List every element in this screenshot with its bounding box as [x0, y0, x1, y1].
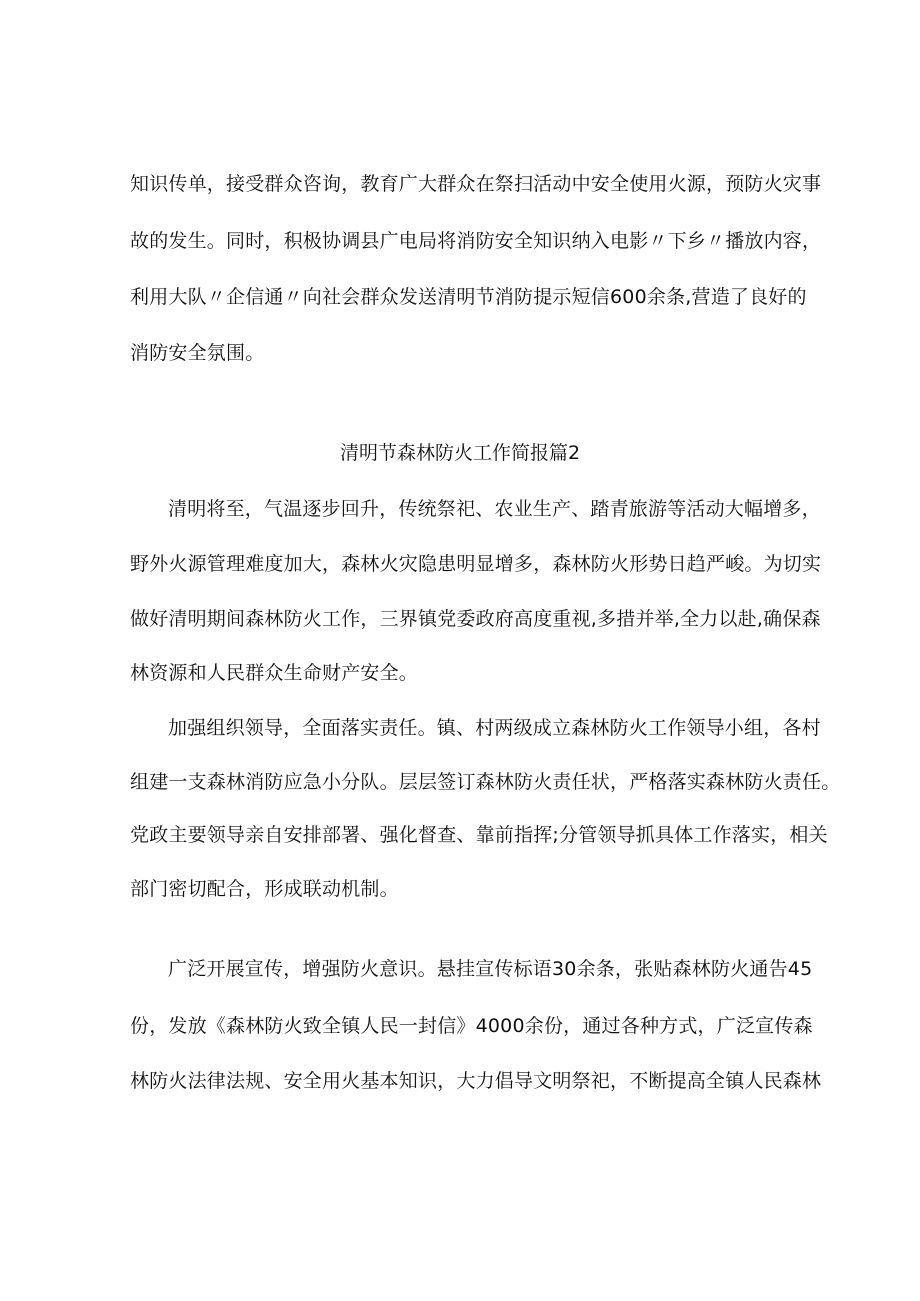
paragraph1-line-4: 林资源和人民群众生命财产安全。: [130, 662, 419, 684]
intro-line-2: 故的发生。同时，积极协调县广电局将消防安全知识纳入电影〃下乡〃播放内容，: [130, 230, 822, 252]
paragraph3-line-3: 林防火法律法规、安全用火基本知识，大力倡导文明祭祀，不断提高全镇人民森林: [130, 1070, 822, 1092]
paragraph2-line-1: 加强组织领导，全面落实责任。镇、村两级成立森林防火工作领导小组，各村: [168, 717, 821, 739]
section-title: 清明节森林防火工作简报篇2: [339, 442, 581, 464]
paragraph2-line-4: 部门密切配合，形成联动机制。: [130, 878, 399, 900]
paragraph3-line-1: 广泛开展宣传，增强防火意识。悬挂宣传标语30余条，张贴森林防火通告45: [168, 958, 813, 980]
paragraph3-line-2: 份，发放《森林防火致全镇人民一封信》4000余份，通过各种方式，广泛宣传森: [130, 1015, 813, 1037]
paragraph2-line-3: 党政主要领导亲自安排部署、强化督查、靠前指挥;分管领导抓具体工作落实，相关: [130, 824, 828, 846]
paragraph1-line-1: 清明将至，气温逐步回升，传统祭祀、农业生产、踏青旅游等活动大幅增多，: [168, 498, 821, 520]
intro-line-4: 消防安全氛围。: [130, 342, 265, 364]
intro-line-3: 利用大队〃企信通〃向社会群众发送清明节消防提示短信600余条,营造了良好的: [130, 286, 807, 308]
paragraph1-line-2: 野外火源管理难度加大，森林火灾隐患明显增多，森林防火形势日趋严峻。为切实: [130, 553, 822, 575]
paragraph2-line-2: 组建一支森林消防应急小分队。层层签订森林防火责任状，严格落实森林防火责任。: [130, 771, 841, 793]
paragraph1-line-3: 做好清明期间森林防火工作，三界镇党委政府高度重视,多措并举,全力以赴,确保森: [130, 608, 821, 630]
intro-line-1: 知识传单，接受群众咨询，教育广大群众在祭扫活动中安全使用火源，预防火灾事: [130, 173, 822, 195]
